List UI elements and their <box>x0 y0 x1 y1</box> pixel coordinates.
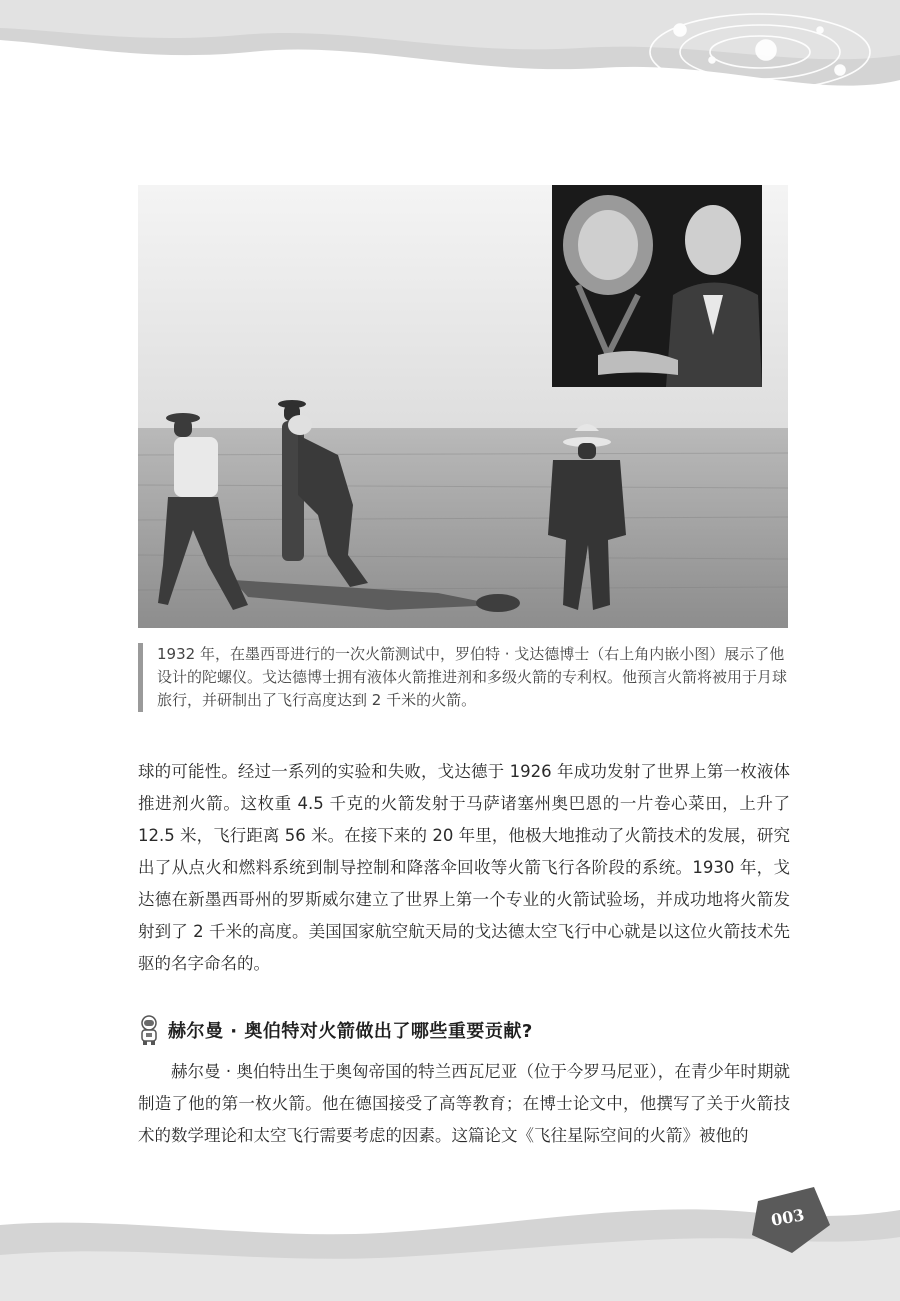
page-number: 003 <box>769 1205 806 1230</box>
body-paragraph: 球的可能性。经过一系列的实验和失败，戈达德于 1926 年成功发射了世界上第一枚液体推进剂火箭。这枚重 4.5 千克的火箭发射于马萨诸塞州奥巴恩的一片卷心菜田，上升了 12.5 米，飞行距离 56 米。在接下来的 20 年里，他极大地推动了火箭技术的发展，研究出了从点火和燃料系统到制导控制和降落伞回收等火箭飞行各阶段的系统。1930 年，戈达德在新墨西哥州的罗斯威尔建立了世界上第一个专业的火箭试验场，并成功地将火箭发射到了 2 千米的高度。美国国家航空航天局的戈达德太空飞行中心就是以这位火箭技术先驱的名字命名的。 <box>138 762 790 973</box>
section-paragraph: 赫尔曼 · 奥伯特出生于奥匈帝国的特兰西瓦尼亚（位于今罗马尼亚），在青少年时期就制造了他的第一枚火箭。他在德国接受了高等教育；在博士论文中，他撰写了关于火箭技术的数学理论和太空飞行需要考虑的因素。这篇论文《飞往星际空间的火箭》被他的 <box>138 1062 790 1145</box>
section-title: 赫尔曼 · 奥伯特对火箭做出了哪些重要贡献? <box>168 1021 533 1042</box>
section-heading <box>138 1012 790 1048</box>
astronaut-icon <box>138 1015 160 1045</box>
section-oberth <box>138 1012 790 1152</box>
header-band <box>0 0 900 110</box>
photo-caption: 1932 年，在墨西哥进行的一次火箭测试中，罗伯特 · 戈达德博士（右上角内嵌小图）展示了他设计的陀螺仪。戈达德博士拥有液体火箭推进剂和多级火箭的专利权。他预言火箭将被用于月球旅行，并研制出了飞行高度达到 2 千米的火箭。 <box>138 643 788 712</box>
goddard-inset-portrait <box>552 185 762 387</box>
rocket-test-photo <box>138 185 788 628</box>
page-number-badge <box>748 1183 832 1257</box>
